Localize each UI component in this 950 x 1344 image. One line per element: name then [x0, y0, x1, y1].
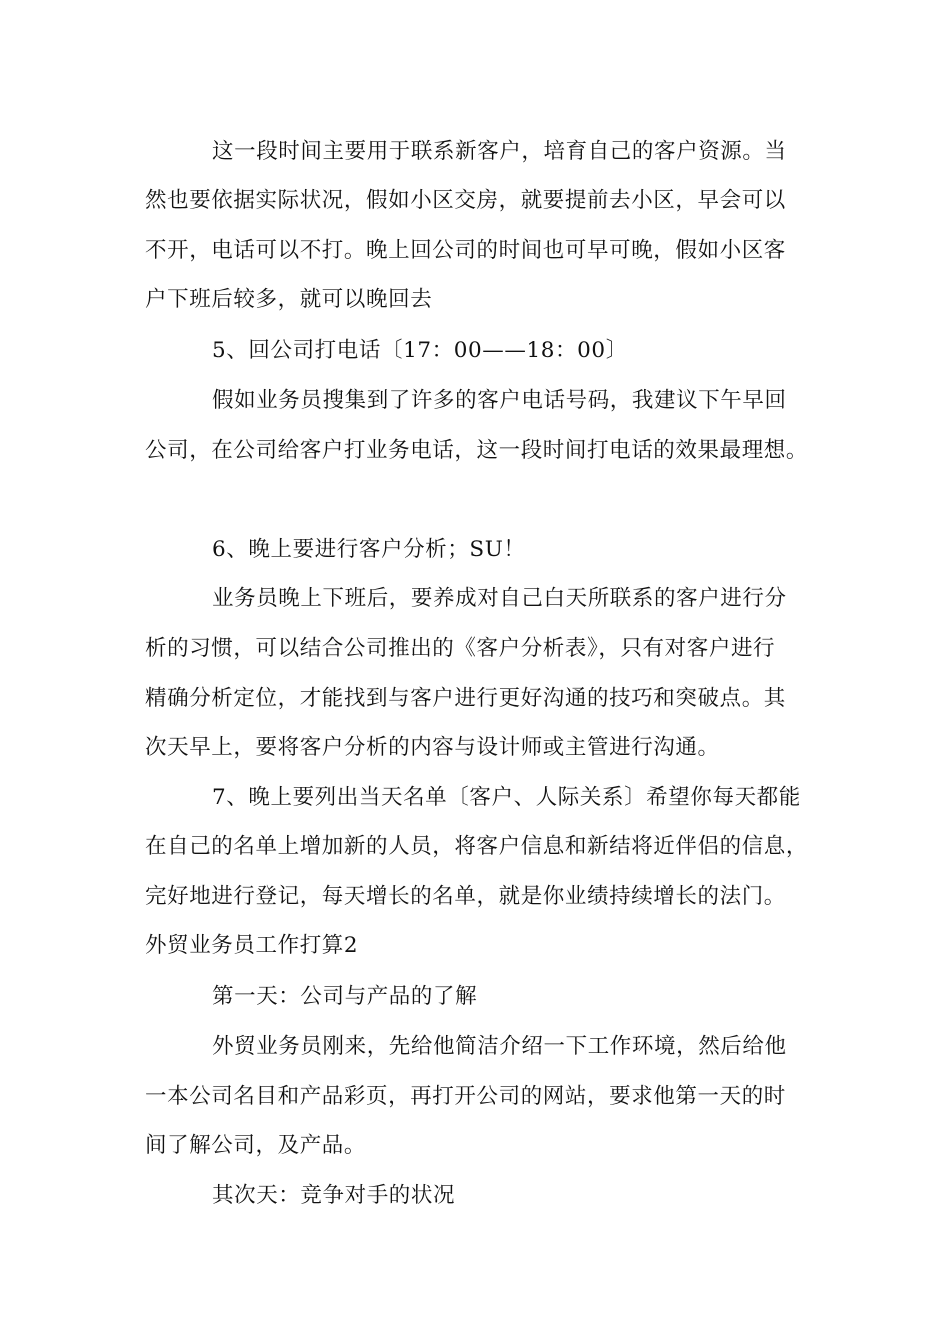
section-heading: 6、晚上要进行客户分析；SU！ — [212, 537, 526, 562]
paragraph-line: 这一段时间主要用于联系新客户，培育自己的客户资源。当 — [212, 139, 787, 164]
document-title: 外贸业务员工作打算2 — [145, 933, 359, 958]
section-heading: 其次天：竞争对手的状况 — [212, 1183, 456, 1208]
paragraph-line: 户下班后较多，就可以晚回去 — [145, 287, 433, 312]
paragraph-line: 然也要依据实际状况，假如小区交房，就要提前去小区，早会可以 — [145, 188, 786, 213]
paragraph-line: 次天早上，要将客户分析的内容与设计师或主管进行沟通。 — [145, 735, 720, 760]
paragraph-line: 外贸业务员刚来，先给他简洁介绍一下工作环境，然后给他 — [212, 1034, 787, 1059]
paragraph-line: 间了解公司，及产品。 — [145, 1133, 367, 1158]
paragraph-line: 不开，电话可以不打。晚上回公司的时间也可早可晚，假如小区客 — [145, 238, 786, 263]
paragraph-line: 假如业务员搜集到了许多的客户电话号码，我建议下午早回 — [212, 388, 787, 413]
section-heading: 7、晚上要列出当天名单〔客户、人际关系〕希望你每天都能 — [212, 785, 801, 810]
section-heading: 第一天：公司与产品的了解 — [212, 984, 478, 1009]
paragraph-line: 析的习惯，可以结合公司推出的《客户分析表》，只有对客户进行 — [145, 636, 776, 661]
paragraph-line: 公司，在公司给客户打业务电话，这一段时间打电话的效果最理想。 — [145, 438, 809, 463]
paragraph-line: 一本公司名目和产品彩页，再打开公司的网站，要求他第一天的时 — [145, 1084, 786, 1109]
paragraph-line: 在自己的名单上增加新的人员，将客户信息和新结将近伴侣的信息， — [145, 834, 809, 859]
paragraph-line: 完好地进行登记，每天增长的名单，就是你业绩持续增长的法门。 — [145, 884, 786, 909]
paragraph-line: 业务员晚上下班后，要养成对自己白天所联系的客户进行分 — [212, 586, 787, 611]
section-heading: 5、回公司打电话〔17：00——18：00〕 — [212, 338, 628, 363]
paragraph-line: 精确分析定位，才能找到与客户进行更好沟通的技巧和突破点。其 — [145, 686, 786, 711]
